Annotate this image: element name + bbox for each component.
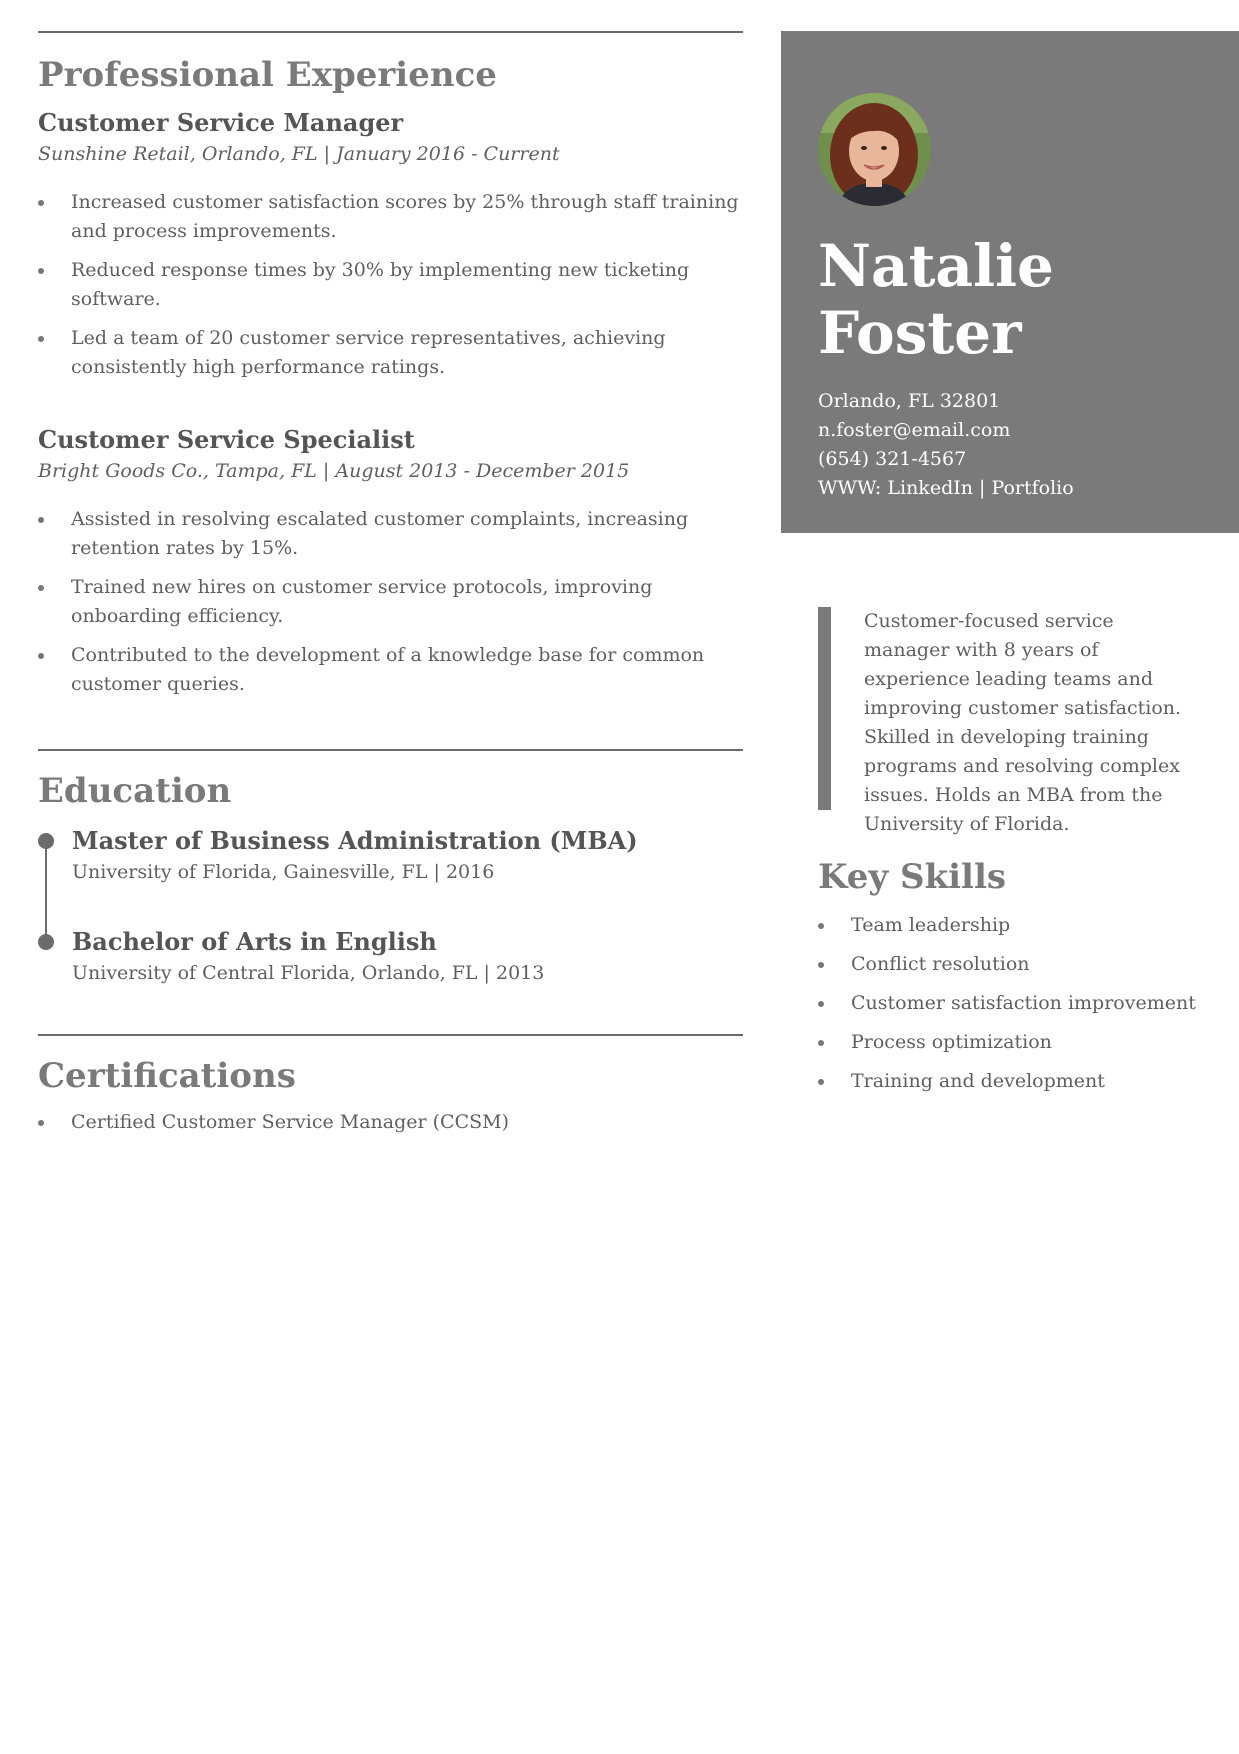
experience-heading: Professional Experience: [38, 55, 497, 95]
job-entry: [38, 108, 743, 382]
job-bullet: Led a team of 20 customer service representatives, achieving consistently high performance ratings.: [38, 324, 743, 382]
job-bullet: Contributed to the development of a knowledge base for common customer queries.: [38, 641, 743, 699]
education-entry: [38, 927, 743, 986]
job-meta: Bright Goods Co., Tampa, FL | August 2013 - December 2015: [38, 460, 630, 482]
job-bullet: Trained new hires on customer service protocols, improving onboarding efficiency.: [38, 573, 743, 631]
job-title: Customer Service Specialist: [38, 425, 415, 454]
education-section: [38, 749, 743, 986]
experience-section: [38, 31, 743, 699]
school-info: University of Central Florida, Orlando, FL | 2013: [72, 962, 545, 984]
job-bullet: Assisted in resolving escalated customer complaints, increasing retention rates by 15%.: [38, 505, 743, 563]
skill-item: Customer satisfaction improvement: [818, 989, 1218, 1018]
avatar-portrait-icon: [818, 93, 931, 206]
first-name: Natalie: [818, 232, 1054, 300]
job-bullet: Reduced response times by 30% by implementing new ticketing software.: [38, 256, 743, 314]
timeline-dot: [38, 934, 54, 950]
certifications-heading: Certifications: [38, 1056, 296, 1096]
full-name: [818, 233, 1218, 367]
degree-title: Bachelor of Arts in English: [72, 927, 437, 956]
contact-info: [818, 387, 1074, 503]
skills-list: [818, 911, 1218, 1096]
profile-summary: Customer-focused service manager with 8 years of experience leading teams and improving customer satisfaction. Skilled in developing training programs and resolving complex issues. Holds an MBA from the University of Florida.: [818, 607, 1198, 810]
main-column: [38, 31, 743, 1137]
certifications-section: [38, 1034, 743, 1137]
profile-header: [781, 31, 1239, 533]
skill-item: Team leadership: [818, 911, 1218, 940]
job-bullet: Increased customer satisfaction scores by 25% through staff training and process improvements.: [38, 188, 743, 246]
job-title: Customer Service Manager: [38, 108, 404, 137]
job-bullets: [38, 188, 743, 382]
avatar: [818, 93, 931, 206]
education-entry: [38, 826, 743, 885]
last-name: Foster: [818, 299, 1022, 367]
timeline-dot: [38, 833, 54, 849]
job-bullets: [38, 505, 743, 699]
school-info: University of Florida, Gainesville, FL | 2016: [72, 861, 495, 883]
degree-title: Master of Business Administration (MBA): [72, 826, 638, 855]
certification-list: [38, 1108, 743, 1137]
contact-address: Orlando, FL 32801: [818, 390, 1001, 412]
certification-item: Certified Customer Service Manager (CCSM): [38, 1108, 743, 1137]
section-divider: [38, 31, 743, 33]
contact-web-links[interactable]: WWW: LinkedIn | Portfolio: [818, 477, 1074, 499]
skills-heading: Key Skills: [818, 857, 1007, 897]
education-timeline: [38, 826, 743, 986]
contact-email[interactable]: n.foster@email.com: [818, 419, 1011, 441]
skill-item: Process optimization: [818, 1028, 1218, 1057]
skill-item: Training and development: [818, 1067, 1218, 1096]
skill-item: Conflict resolution: [818, 950, 1218, 979]
section-divider: [38, 1034, 743, 1036]
job-entry: [38, 425, 743, 699]
skills-section: [818, 857, 1218, 1096]
section-divider: [38, 749, 743, 751]
contact-phone[interactable]: (654) 321-4567: [818, 448, 967, 470]
job-meta: Sunshine Retail, Orlando, FL | January 2016 - Current: [38, 143, 560, 165]
education-heading: Education: [38, 771, 232, 811]
